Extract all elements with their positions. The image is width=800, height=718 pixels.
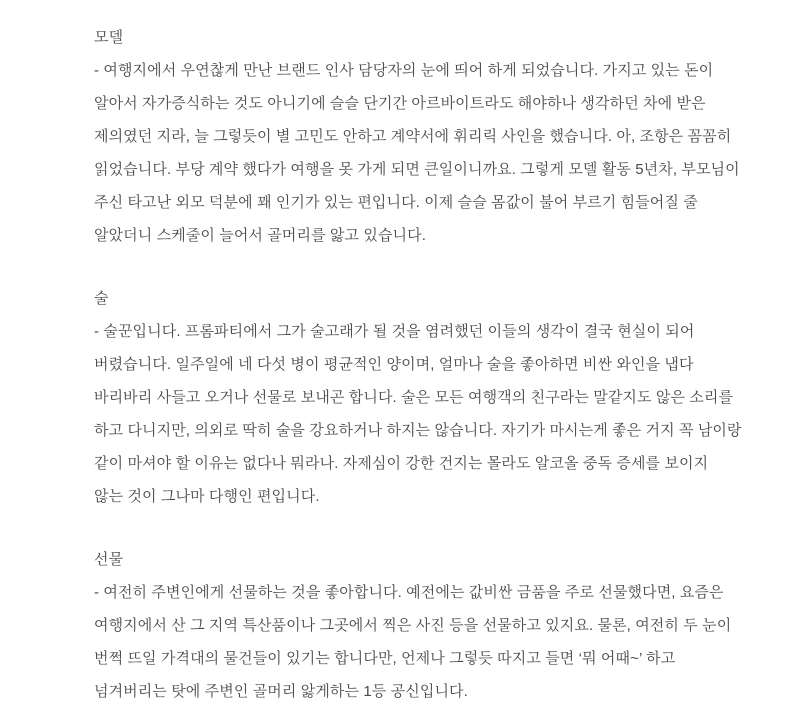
text-line: - 여전히 주변인에게 선물하는 것을 좋아합니다. 예전에는 값비싼 금품을 주로 선물했다면, 요즘은 xyxy=(94,584,724,601)
text-line: 읽었습니다. 부당 계약 했다가 여행을 못 가게 되면 큰일이니까요. 그렇게 모델 활동 5년차, 부모님이 xyxy=(94,161,740,178)
text-line: 바리바리 사들고 오거나 선물로 보내곤 합니다. 술은 모든 여행객의 친구라는 말같지도 않은 소리를 xyxy=(94,389,734,406)
text-line: - 여행지에서 우연찮게 만난 브랜드 인사 담당자의 눈에 띄어 하게 되었습니다. 가지고 있는 돈이 xyxy=(94,62,714,79)
section-alcohol xyxy=(94,282,800,513)
text-line: 주신 타고난 외모 덕분에 꽤 인기가 있는 편입니다. 이제 슬슬 몸값이 불어 부르기 힘들어질 줄 xyxy=(94,194,698,211)
section-heading-alcohol: 술 xyxy=(94,290,109,307)
text-line: 제의였던 지라, 늘 그렇듯이 별 고민도 안하고 계약서에 휘리릭 사인을 했습니다. 아, 조항은 꼼꼼히 xyxy=(94,128,732,145)
text-line: 알았더니 스케줄이 늘어서 골머리를 앓고 있습니다. xyxy=(94,227,426,244)
section-heading-model: 모델 xyxy=(94,29,124,46)
text-line: 같이 마셔야 할 이유는 없다나 뭐라나. 자제심이 강한 건지는 몰라도 알코올 중독 증세를 보이지 xyxy=(94,455,709,472)
section-heading-gift: 선물 xyxy=(94,551,124,568)
text-line: 하고 다니지만, 의외로 딱히 술을 강요하거나 하지는 않습니다. 자기가 마시는게 좋은 거지 꼭 남이랑 xyxy=(94,422,742,439)
text-line: 여행지에서 산 그 지역 특산품이나 그곳에서 찍은 사진 등을 선물하고 있지요. 물론, 여전히 두 눈이 xyxy=(94,617,732,634)
text-line: 버렸습니다. 일주일에 네 다섯 병이 평균적인 양이며, 얼마나 술을 좋아하면 비싼 와인을 냅다 xyxy=(94,356,694,373)
text-line: 않는 것이 그나마 다행인 편입니다. xyxy=(94,488,320,505)
section-model xyxy=(94,21,800,252)
section-gift xyxy=(94,543,800,708)
text-line: 넘겨버리는 탓에 주변인 골머리 앓게하는 1등 공신입니다. xyxy=(94,683,468,700)
text-line: 알아서 자가증식하는 것도 아니기에 슬슬 단기간 아르바이트라도 해야하나 생각하던 차에 받은 xyxy=(94,95,706,112)
text-line: - 술꾼입니다. 프롬파티에서 그가 술고래가 될 것을 염려했던 이들의 생각이 결국 현실이 되어 xyxy=(94,323,695,340)
text-line: 번쩍 뜨일 가격대의 물건들이 있기는 합니다만, 언제나 그렇듯 따지고 들면 ‘뭐 어때~’ 하고 xyxy=(94,650,676,667)
